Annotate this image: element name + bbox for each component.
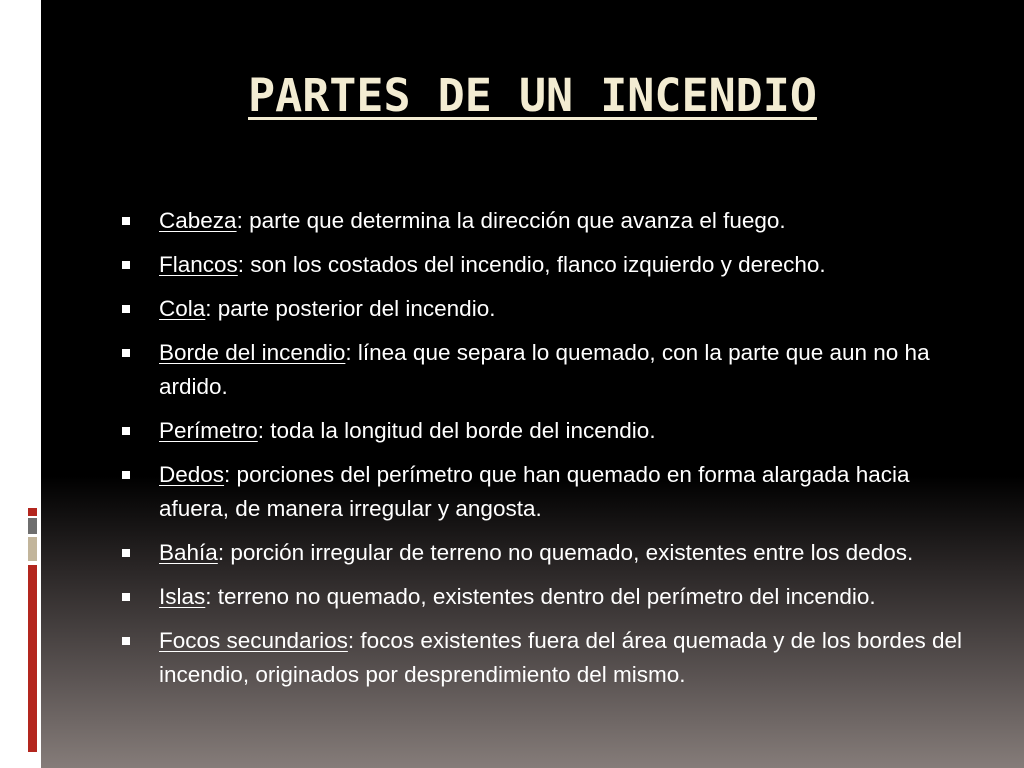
term-label: Focos secundarios xyxy=(159,628,348,653)
square-bullet-icon xyxy=(122,427,130,435)
square-bullet-icon xyxy=(122,261,130,269)
list-item xyxy=(118,580,968,614)
term-definition: : línea que separa lo quemado, con la parte que aun no ha ardido. xyxy=(159,340,930,399)
decor-bar-tan xyxy=(28,537,37,561)
list-item xyxy=(118,414,968,448)
term-label: Perímetro xyxy=(159,418,258,443)
list-item xyxy=(118,458,968,526)
square-bullet-icon xyxy=(122,637,130,645)
list-item xyxy=(118,336,968,404)
term-definition: : toda la longitud del borde del incendio. xyxy=(257,418,656,443)
list-item xyxy=(118,248,968,282)
list-item xyxy=(118,292,968,326)
term-label: Dedos xyxy=(159,462,225,487)
decor-bar-red-long xyxy=(28,565,37,752)
decor-bar-red-small xyxy=(28,508,37,516)
term-label: Borde del incendio xyxy=(159,340,346,365)
slide-title: PARTES DE UN INCENDIO xyxy=(248,69,817,122)
term-label: Flancos xyxy=(159,252,238,277)
square-bullet-icon xyxy=(122,593,130,601)
term-definition: : focos existentes fuera del área quemada y de los bordes del incendio, originados por desprendimiento del mismo. xyxy=(159,628,962,687)
square-bullet-icon xyxy=(122,305,130,313)
term-definition: : son los costados del incendio, flanco izquierdo y derecho. xyxy=(237,252,826,277)
term-definition: : porciones del perímetro que han quemado en forma alargada hacia afuera, de manera irregular y angosta. xyxy=(159,462,910,521)
term-definition: : parte que determina la dirección que avanza el fuego. xyxy=(236,208,786,233)
square-bullet-icon xyxy=(122,217,130,225)
left-decoration-strip xyxy=(0,0,41,768)
decor-bar-gray xyxy=(28,518,37,534)
term-label: Cabeza xyxy=(159,208,237,233)
square-bullet-icon xyxy=(122,549,130,557)
term-definition: : parte posterior del incendio. xyxy=(205,296,496,321)
term-label: Cola xyxy=(159,296,206,321)
term-definition: : terreno no quemado, existentes dentro del perímetro del incendio. xyxy=(205,584,876,609)
square-bullet-icon xyxy=(122,471,130,479)
square-bullet-icon xyxy=(122,349,130,357)
list-item xyxy=(118,624,968,692)
term-definition: : porción irregular de terreno no quemado, existentes entre los dedos. xyxy=(217,540,914,565)
term-label: Bahía xyxy=(159,540,218,565)
list-item xyxy=(118,204,968,238)
list-item xyxy=(118,536,968,570)
term-label: Islas xyxy=(159,584,206,609)
definition-list xyxy=(118,204,968,702)
